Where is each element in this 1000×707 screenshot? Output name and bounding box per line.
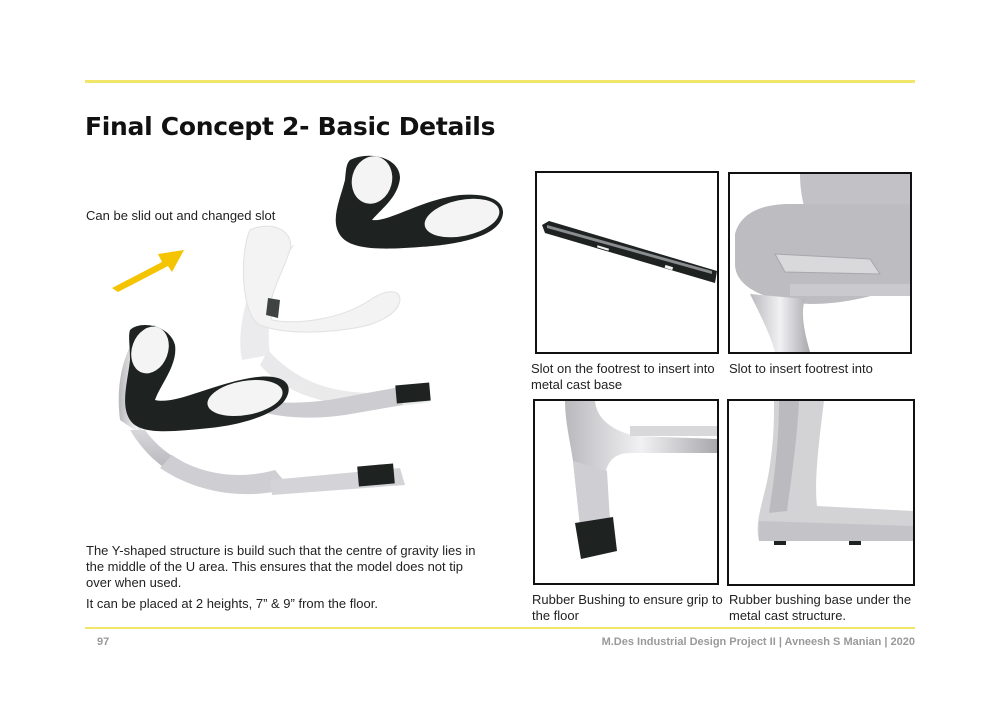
photo-rubber-bushing	[533, 399, 719, 585]
detached-footrest-illustration	[336, 152, 503, 249]
photo-base-slot	[728, 172, 912, 354]
page-number: 97	[97, 636, 110, 648]
caption-bushing-base: Rubber bushing base under the metal cast structure.	[729, 592, 912, 623]
page-title: Final Concept 2- Basic Details	[85, 112, 496, 141]
footer-credit: M.Des Industrial Design Project II | Avneesh S Manian | 2020	[601, 636, 915, 648]
caption-rubber-bushing: Rubber Bushing to ensure grip to the floor	[532, 592, 723, 623]
caption-footrest-slot: Slot on the footrest to insert into metal cast base	[531, 361, 715, 392]
base-slot-render	[730, 174, 910, 352]
photo-footrest-slot	[535, 171, 719, 354]
caption-base-slot: Slot to insert footrest into	[729, 361, 873, 376]
footrest-product-illustration	[100, 150, 520, 520]
photo-bushing-base	[727, 399, 915, 586]
footrest-slot-render	[537, 173, 717, 352]
height-description: It can be placed at 2 heights, 7” & 9” from the floor.	[86, 596, 378, 611]
bushing-base-render	[729, 401, 913, 584]
top-divider	[85, 80, 915, 83]
structure-description: The Y-shaped structure is build such that the centre of gravity lies in the middle of the U area. This ensures that the model does not tip over when used.	[86, 543, 476, 590]
slide-direction-arrow-icon	[112, 250, 184, 292]
slot-note: Can be slid out and changed slot	[86, 208, 276, 223]
bottom-divider	[85, 627, 915, 629]
rubber-bushing-render	[535, 401, 717, 583]
